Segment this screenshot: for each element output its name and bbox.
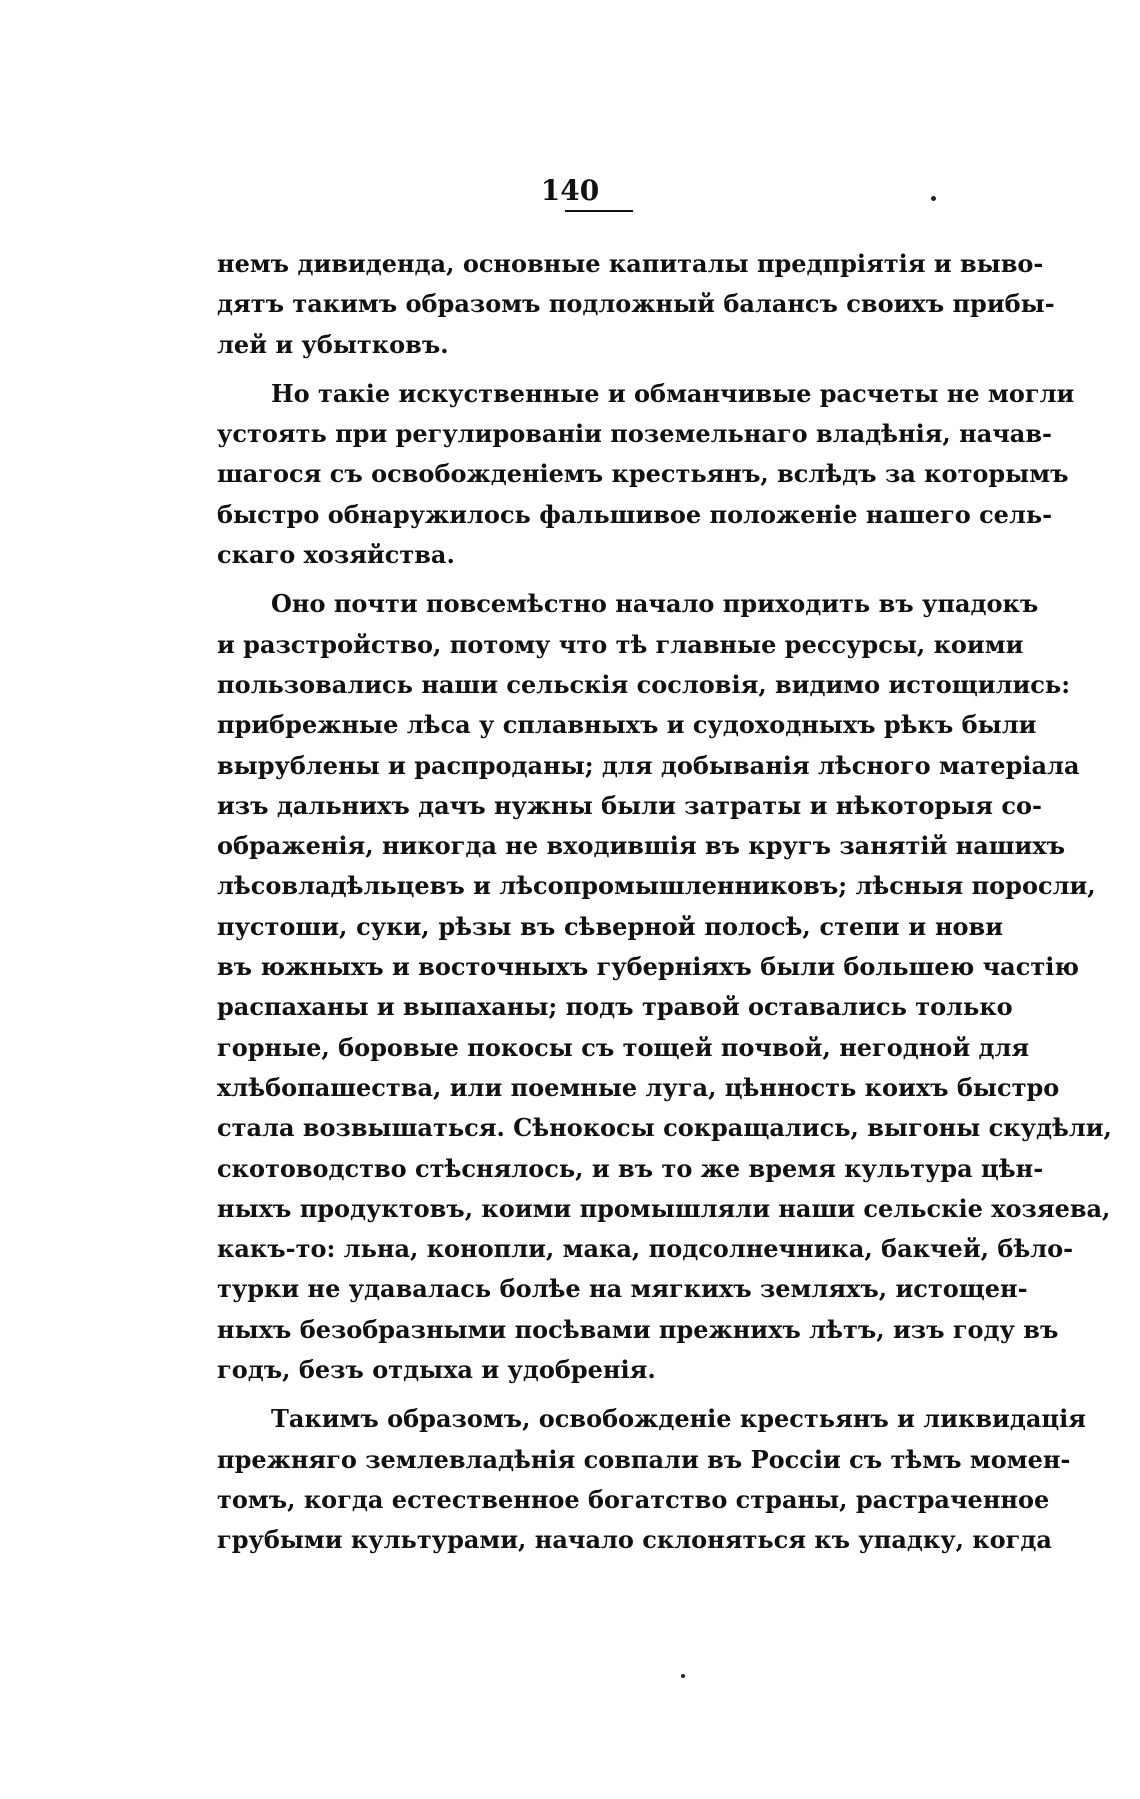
text-line: скаго хозяйства. [217,540,455,570]
text-line: хлѣбопашества, или поемные луга, цѣнность коихъ быстро [217,1072,1060,1102]
text-line: Оно почти повсемѣстно начало приходить въ упадокъ [271,589,1039,619]
page-number-rule [565,210,633,212]
paragraph [217,584,1112,1390]
text-line: прежняго землевладѣнія совпали въ Россіи съ тѣмъ момен- [217,1444,1071,1474]
text-line: томъ, когда естественное богатство страны, растраченное [217,1484,1050,1514]
text-line: годъ, безъ отдыха и удобренія. [217,1355,656,1385]
text-line: горные, боровые покосы съ тощей почвой, негодной для [217,1032,1030,1062]
text-line: дятъ такимъ образомъ подложный балансъ своихъ прибы- [217,289,1055,319]
text-line: стала возвышаться. Сѣнокосы сокращались, выгоны скудѣли, [217,1113,1112,1143]
text-line: пользовались наши сельскія сословія, видимо истощились: [217,669,1071,699]
text-line: и разстройство, потому что тѣ главные рессурсы, коими [217,629,1024,659]
text-line: лѣсовладѣльцевъ и лѣсопромышленниковъ; лѣсныя поросли, [217,871,1096,901]
print-speck [681,1674,685,1678]
text-line: лей и убытковъ. [217,329,449,359]
paragraph [217,244,1055,365]
text-line: шагося съ освобожденіемъ крестьянъ, вслѣдъ за которымъ [217,459,1069,489]
text-line: Но такіе искуственные и обманчивые расчеты не могли [271,378,1075,408]
text-line: прибрежные лѣса у сплавныхъ и судоходныхъ рѣкъ были [217,710,1037,740]
text-line: ныхъ продуктовъ, коими промышляли наши сельскіе хозяева, [217,1193,1111,1223]
paragraph [217,374,1075,575]
text-line: грубыми культурами, начало склоняться къ упадку, когда [217,1525,1052,1555]
paragraph [217,1399,1086,1560]
page-number: 140 [540,174,600,207]
text-line: быстро обнаружилось фальшивое положеніе нашего сель- [217,499,1053,529]
text-line: немъ дивиденда, основные капиталы предпріятія и выво- [217,249,1044,278]
text-line: устоять при регулированіи поземельнаго владѣнія, начав- [217,419,1052,449]
text-line: ображенія, никогда не входившія въ кругъ занятій нашихъ [217,831,1066,861]
text-line: какъ-то: льна, конопли, мака, подсолнечника, бакчей, бѣло- [217,1234,1074,1264]
text-line: ныхъ безобразными посѣвами прежнихъ лѣтъ, изъ году въ [217,1314,1059,1344]
text-line: распаханы и выпаханы; подъ травой оставались только [217,992,1013,1022]
body-text [217,244,1112,1570]
text-line: Такимъ образомъ, освобожденіе крестьянъ и ликвидація [271,1404,1086,1434]
text-line: изъ дальнихъ дачъ нужны были затраты и нѣкоторыя со- [217,790,1042,820]
text-line: скотоводство стѣснялось, и въ то же время культура цѣн- [217,1153,1044,1183]
text-line: въ южныхъ и восточныхъ губерніяхъ были большею частію [217,952,1079,982]
text-line: пустоши, суки, рѣзы въ сѣверной полосѣ, степи и нови [217,911,1003,941]
text-line: турки не удавалась болѣе на мягкихъ земляхъ, истощен- [217,1274,1028,1304]
print-speck [931,196,936,201]
text-line: вырублены и распроданы; для добыванія лѣсного матеріала [217,750,1080,780]
